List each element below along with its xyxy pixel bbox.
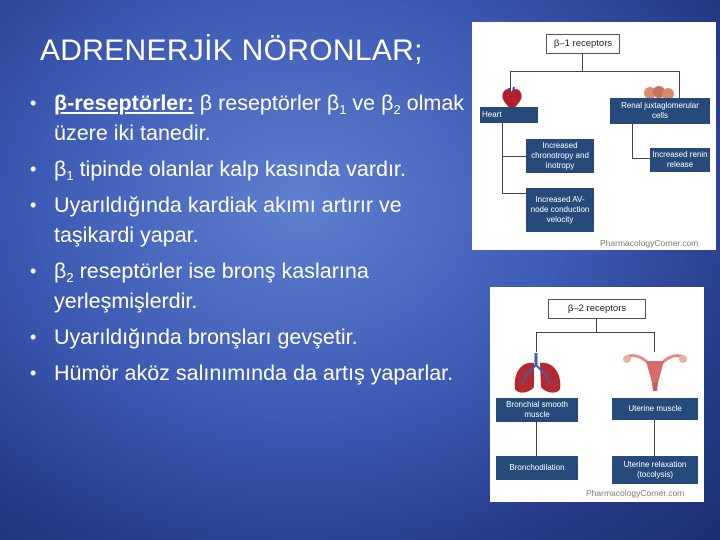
uterus-icon — [622, 349, 688, 393]
effect-uterine-relaxation: Uterine relaxation (tocolysis) — [612, 456, 698, 484]
bullet-item: • Uyarıldığında kardiak akımı artırır ve taşikardi yapar. — [28, 190, 468, 250]
connector — [502, 193, 526, 194]
beta2-header: β–2 receptors — [548, 299, 646, 319]
connector — [654, 420, 655, 456]
credit: PharmacologyCorner.com — [586, 488, 685, 498]
connector — [679, 71, 680, 101]
connector — [632, 158, 650, 159]
connector — [536, 332, 654, 333]
connector — [536, 422, 537, 456]
beta2-diagram — [490, 287, 704, 502]
connector — [510, 71, 680, 72]
credit: PharmacologyCorner.com — [600, 238, 699, 248]
beta1-header: β–1 receptors — [546, 34, 620, 54]
uterine-label: Uterine muscle — [612, 398, 698, 420]
slide-title: ADRENERJİK NÖRONLAR; — [40, 34, 423, 67]
bullet-item: • Hümör aköz salınımında da artış yaparlar. — [28, 358, 468, 388]
connector — [502, 123, 503, 193]
connector — [596, 318, 597, 332]
bullet-item: • $\beta_1$ tipinde olanlar kalp kasında vardır. — [28, 154, 468, 184]
connector — [502, 156, 526, 157]
effect-renin: Increased renin release — [650, 148, 710, 172]
bullet-list — [28, 88, 468, 394]
bullet-item: • Uyarıldığında bronşları gevşetir. — [28, 322, 468, 352]
effect-chronotropy: Increased chronotropy and inotropy — [526, 139, 594, 173]
bronchial-label: Bronchial smooth muscle — [496, 398, 578, 422]
bullet-item: • $\beta_2$ reseptörler ise bronş kaslarına yerleşmişlerdir. — [28, 256, 468, 316]
renal-label: Renal juxtaglomerular cells — [610, 98, 710, 124]
effect-av-node: Increased AV-node conduction velocity — [526, 188, 594, 232]
lungs-icon — [510, 349, 566, 395]
beta1-diagram — [472, 22, 716, 250]
connector — [582, 53, 583, 71]
bullet-lead: β-reseptörler: — [54, 91, 194, 115]
connector — [632, 124, 633, 158]
heart-label: Heart — [480, 107, 538, 123]
bullet-item: • β-reseptörler: β reseptörler $\beta_1$ ve $\beta_2$ olmak üzere iki tanedir. — [28, 88, 468, 148]
effect-bronchodilation: Bronchodilation — [496, 456, 578, 480]
